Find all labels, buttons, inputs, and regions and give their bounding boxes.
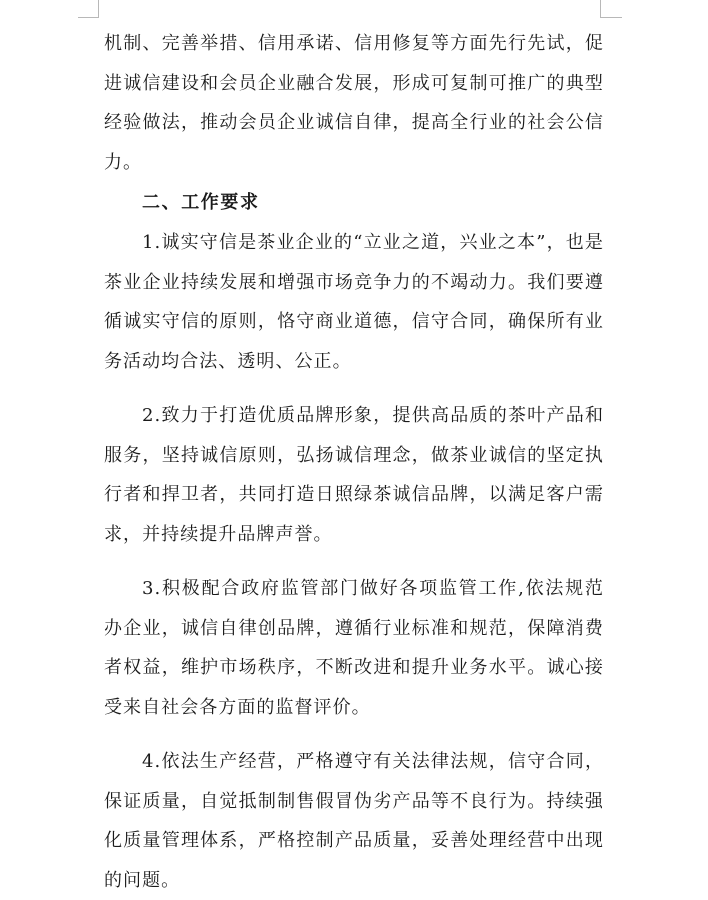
requirement-paragraph-1[interactable]: 1.诚实守信是茶业企业的“立业之道，兴业之本”，也是茶业企业持续发展和增强市场竞争力的不竭动力。我们要遵循诚实守信的原则，恪守商业道德，信守合同，确保所有业务活动均合法、透明、公正。: [104, 232, 604, 372]
section-heading[interactable]: 二、工作要求: [142, 192, 260, 213]
requirement-paragraph-3[interactable]: 3.积极配合政府监管部门做好各项监管工作,依法规范办企业，诚信自律创品牌，遵循行业标准和规范，保障消费者权益，维护市场秩序，不断改进和提升业务水平。诚心接受来自社会各方面的监督评价。: [104, 578, 604, 718]
document-body[interactable]: [104, 24, 604, 900]
crop-mark-top-right-horizontal: [600, 17, 622, 18]
crop-mark-top-left: [98, 0, 99, 17]
requirement-paragraph-4[interactable]: 4.依法生产经营，严格遵守有关法律法规，信守合同，保证质量，自觉抵制制售假冒伪劣产品等不良行为。持续强化质量管理体系，严格控制产品质量，妥善处理经营中出现的问题。: [104, 751, 604, 891]
requirement-paragraph-2[interactable]: 2.致力于打造优质品牌形象，提供高品质的茶叶产品和服务，坚持诚信原则，弘扬诚信理念，做茶业诚信的坚定执行者和捍卫者，共同打造日照绿茶诚信品牌，以满足客户需求，并持续提升品牌声誉。: [104, 405, 604, 545]
intro-continuation-paragraph[interactable]: 机制、完善举措、信用承诺、信用修复等方面先行先试，促进诚信建设和会员企业融合发展，形成可复制可推广的典型经验做法，推动会员企业诚信自律，提高全行业的社会公信力。: [104, 33, 604, 173]
crop-mark-top-right: [600, 0, 601, 17]
crop-mark-top-left-horizontal: [78, 17, 99, 18]
